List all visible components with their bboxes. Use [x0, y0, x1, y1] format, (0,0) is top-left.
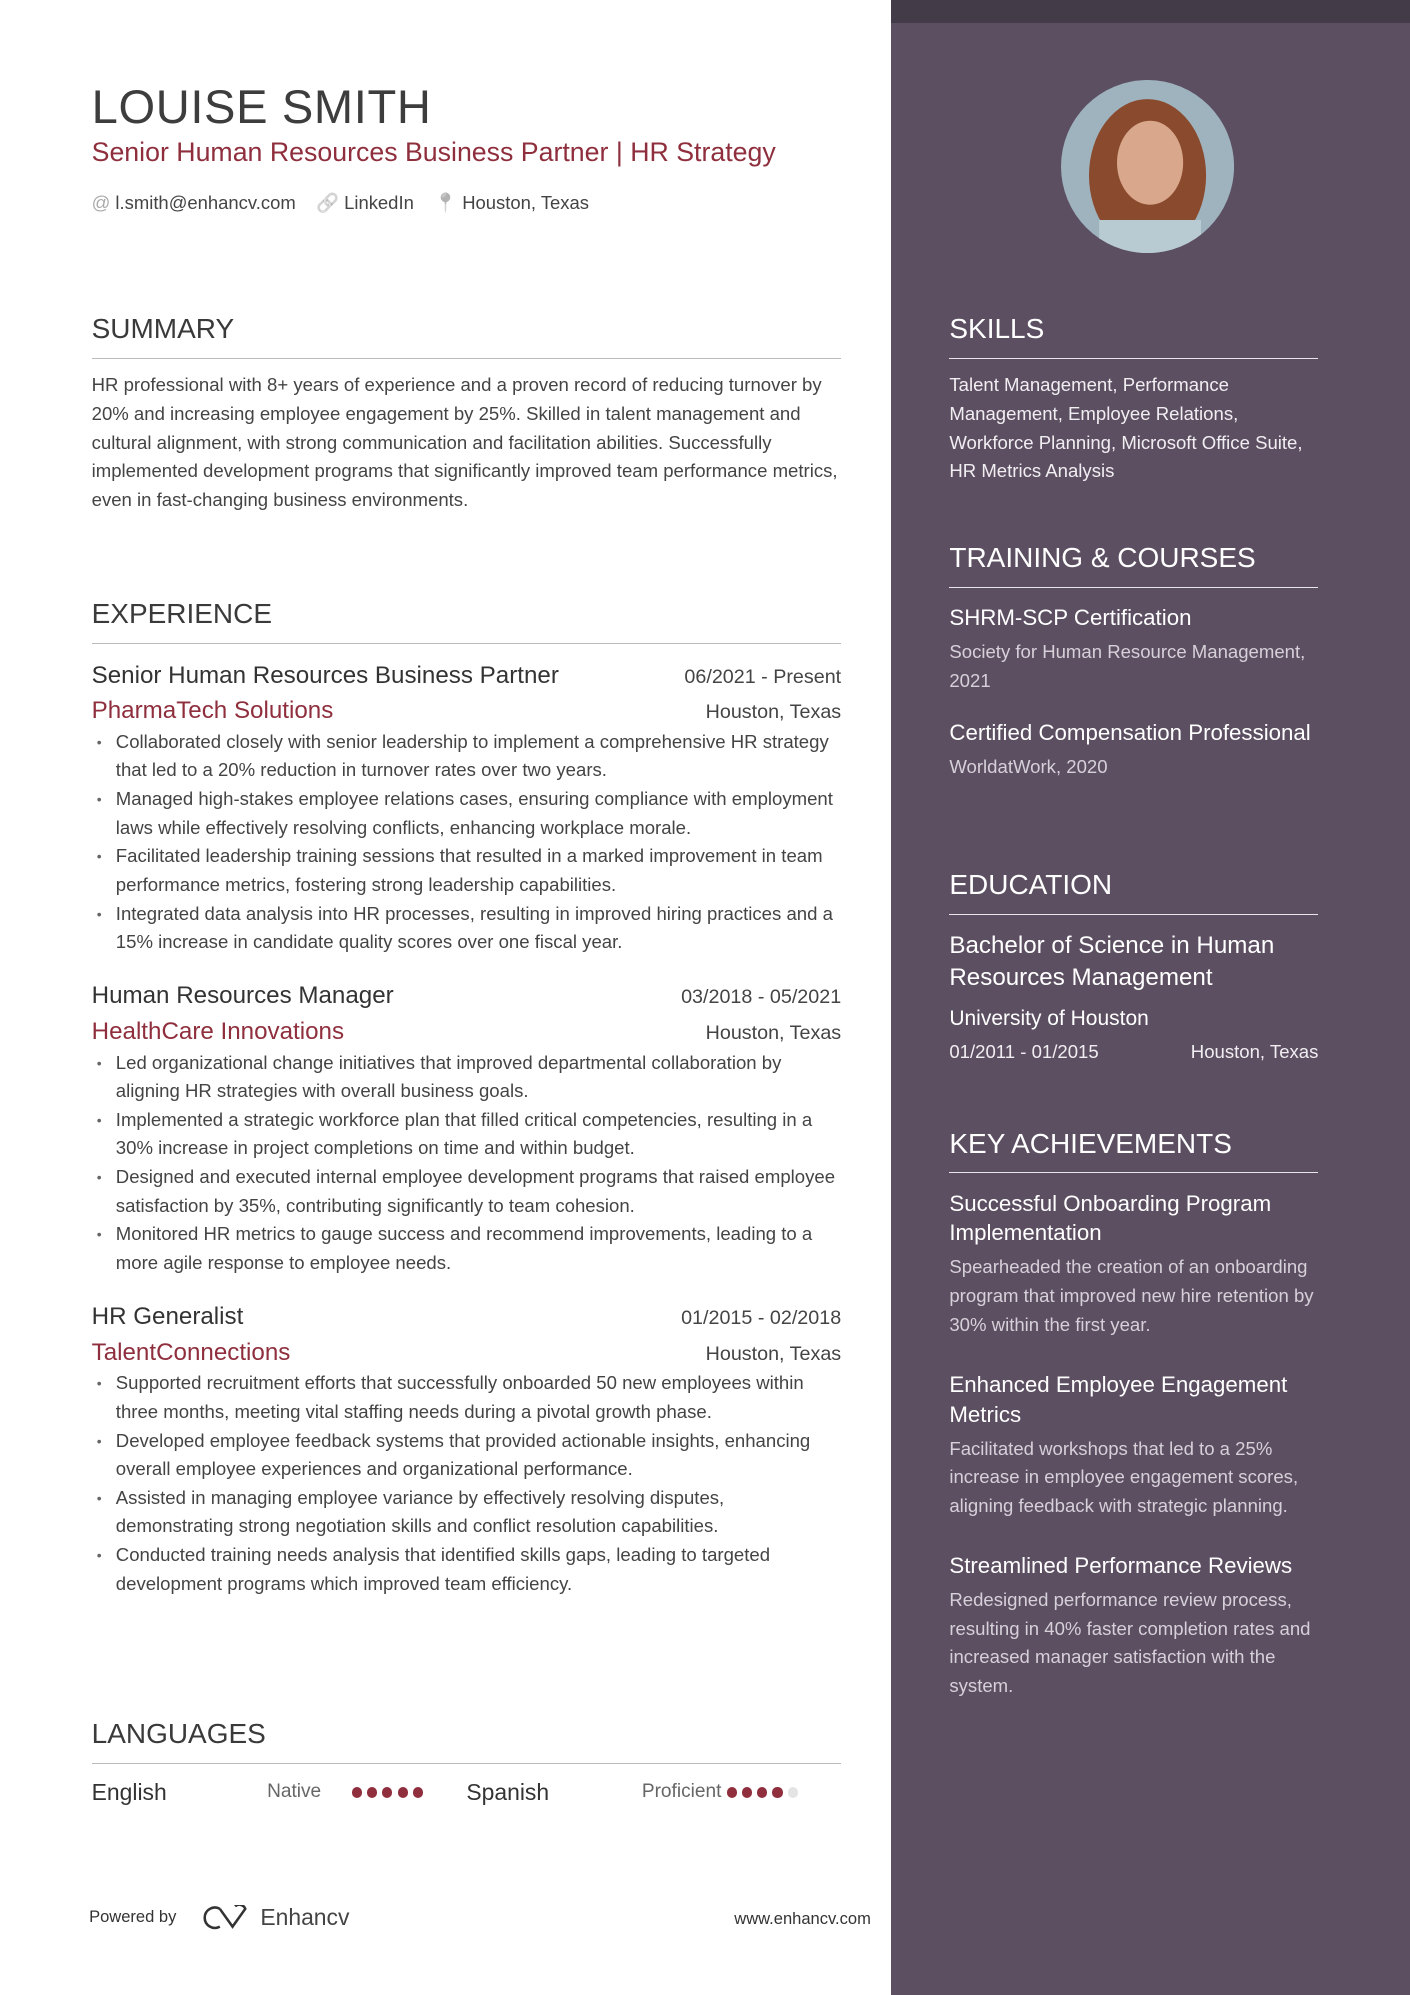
training-item: [949, 718, 1318, 782]
rating-dot: [398, 1787, 408, 1797]
language-level: Proficient: [641, 1781, 722, 1803]
section-heading: SKILLS: [949, 313, 1318, 359]
job-title: HR Generalist: [91, 1303, 244, 1331]
degree: Bachelor of Science in Human Resources Management: [949, 932, 1275, 991]
section-heading: SUMMARY: [92, 313, 842, 359]
achievement-text: Redesigned performance review process, resulting in 40% faster completion rates and increased manager satisfaction with the system.: [949, 1589, 1311, 1697]
company-name: PharmaTech Solutions: [91, 697, 334, 725]
location-pin-icon: 📍: [434, 192, 458, 214]
achievement-item: [949, 1551, 1318, 1701]
job-entry: [92, 1303, 842, 1598]
education-section: [949, 869, 1318, 1063]
rating-dot: [788, 1787, 798, 1797]
job-location: Houston, Texas: [705, 1021, 842, 1044]
job-bullet: • Assisted in managing employee variance by effectively resolving disputes, demonstrating strong negotiation skills and conflict resolution capabilities.: [92, 1484, 842, 1541]
language-rating: [727, 1787, 842, 1797]
powered-by-text: Powered by: [89, 1907, 177, 1927]
rating-dot: [772, 1787, 782, 1797]
rating-dot: [367, 1787, 377, 1797]
summary-section: [92, 313, 842, 515]
education-location: Houston, Texas: [1190, 1041, 1319, 1063]
job-entry: [92, 982, 842, 1277]
job-location: Houston, Texas: [705, 1342, 842, 1365]
experience-section: [92, 598, 842, 1598]
language-name: Spanish: [466, 1778, 550, 1805]
training-item: [949, 603, 1318, 695]
skills-text: Talent Management, Performance Management, Employee Relations, Workforce Planning, Microsoft Office Suite, HR Metrics Analysis: [949, 374, 1303, 482]
email-text: l.smith@enhancv.com: [115, 192, 296, 214]
at-icon: @: [91, 192, 111, 214]
job-bullet: • Developed employee feedback systems that provided actionable insights, enhancing overall employee experiences and organizational performance.: [92, 1427, 842, 1484]
job-entry: [92, 662, 842, 957]
footer-url[interactable]: www.enhancv.com: [734, 1908, 871, 1928]
job-dates: 03/2018 - 05/2021: [681, 986, 842, 1009]
training-title: SHRM-SCP Certification: [949, 605, 1192, 631]
candidate-title: Senior Human Resources Business Partner | HR Strategy: [91, 137, 776, 168]
job-bullet: • Monitored HR metrics to gauge success and recommend improvements, leading to a more agile response to employee needs.: [92, 1220, 842, 1277]
job-bullet: • Supported recruitment efforts that successfully onboarded 50 new employees within three months, meeting vital staffing needs during a pivotal growth phase.: [92, 1369, 842, 1426]
school: University of Houston: [949, 1006, 1149, 1030]
powered-by: [89, 1904, 349, 1931]
achievement-title: Successful Onboarding Program Implementation: [949, 1190, 1272, 1246]
job-bullet: • Designed and executed internal employee development programs that raised employee satisfaction by 35%, contributing significantly to team cohesion.: [92, 1163, 842, 1220]
job-bullet: • Managed high-stakes employee relations cases, ensuring compliance with employment laws while effectively resolving conflicts, enhancing workplace morale.: [92, 785, 842, 842]
enhancv-logo-icon: [202, 1905, 250, 1930]
job-dates: 06/2021 - Present: [684, 665, 842, 688]
job-location: Houston, Texas: [705, 701, 842, 724]
skills-section: [949, 313, 1318, 486]
rating-dot: [352, 1787, 362, 1797]
job-bullet: • Led organizational change initiatives that improved departmental collaboration by aligning HR strategies with overall business goals.: [92, 1049, 842, 1106]
enhancv-logo[interactable]: [202, 1904, 350, 1931]
language-rating: [352, 1787, 467, 1797]
job-bullet: • Conducted training needs analysis that identified skills gaps, leading to targeted development programs which improved team efficiency.: [92, 1541, 842, 1598]
education-dates: 01/2011 - 01/2015: [949, 1041, 1099, 1063]
job-bullet: • Facilitated leadership training sessions that resulted in a marked improvement in team performance metrics, fostering strong leadership capabilities.: [92, 842, 842, 899]
training-meta: Society for Human Resource Management, 2021: [949, 641, 1306, 691]
section-heading: EXPERIENCE: [92, 598, 842, 644]
achievement-title: Streamlined Performance Reviews: [949, 1553, 1293, 1579]
job-bullet: • Integrated data analysis into HR processes, resulting in improved hiring practices and a 15% increase in candidate quality scores over one fiscal year.: [92, 900, 842, 957]
location-text: Houston, Texas: [462, 192, 589, 214]
contact-row: [92, 192, 589, 214]
section-heading: KEY ACHIEVEMENTS: [949, 1128, 1318, 1174]
achievement-text: Spearheaded the creation of an onboarding program that improved new hire retention by 30% within the first year.: [949, 1256, 1314, 1335]
link-icon: 🔗: [316, 192, 340, 214]
achievement-item: [949, 1189, 1318, 1340]
section-heading: EDUCATION: [949, 869, 1318, 915]
achievements-section: [949, 1128, 1318, 1701]
section-heading: LANGUAGES: [92, 1718, 842, 1764]
job-title: Human Resources Manager: [91, 982, 394, 1010]
rating-dot: [413, 1787, 423, 1797]
training-meta: WorldatWork, 2020: [949, 756, 1108, 778]
achievement-item: [949, 1370, 1318, 1521]
contact-linkedin[interactable]: [316, 192, 414, 214]
rating-dot: [727, 1787, 737, 1797]
linkedin-text: LinkedIn: [344, 192, 414, 214]
achievement-text: Facilitated workshops that led to a 25% increase in employee engagement scores, aligning feedback with strategic planning.: [949, 1437, 1299, 1517]
rating-dot: [757, 1787, 767, 1797]
job-bullet: • Implemented a strategic workforce plan that filled critical competencies, resulting in a 30% increase in project completions on time and within budget.: [92, 1106, 842, 1163]
job-dates: 01/2015 - 02/2018: [681, 1307, 842, 1330]
languages-section: [92, 1718, 842, 1806]
language-name: English: [91, 1778, 167, 1805]
summary-text: HR professional with 8+ years of experience and a proven record of reducing turnover by 20% and increasing employee engagement by 25%. Skilled in talent management and cultural alignment, with strong communication and facilitation abilities. Successfully implemented development programs that significantly improved team performance metrics, even in fast-changing business environments.: [91, 374, 838, 511]
company-name: TalentConnections: [91, 1338, 291, 1366]
job-title: Senior Human Resources Business Partner: [91, 661, 559, 689]
language-level: Native: [267, 1781, 322, 1803]
training-section: [949, 542, 1318, 782]
job-bullet: • Collaborated closely with senior leadership to implement a comprehensive HR strategy that led to a 20% reduction in turnover rates over two years.: [92, 728, 842, 785]
rating-dot: [382, 1787, 392, 1797]
contact-location: [434, 192, 589, 214]
achievement-title: Enhanced Employee Engagement Metrics: [949, 1371, 1288, 1427]
enhancv-logo-text: Enhancv: [260, 1903, 350, 1930]
candidate-name: LOUISE SMITH: [91, 79, 432, 133]
profile-photo: [1061, 80, 1234, 253]
sidebar-top-bar: [891, 0, 1410, 23]
section-heading: TRAINING & COURSES: [949, 542, 1318, 588]
training-title: Certified Compensation Professional: [949, 720, 1311, 746]
rating-dot: [742, 1787, 752, 1797]
contact-email[interactable]: [92, 192, 296, 214]
company-name: HealthCare Innovations: [91, 1017, 345, 1045]
